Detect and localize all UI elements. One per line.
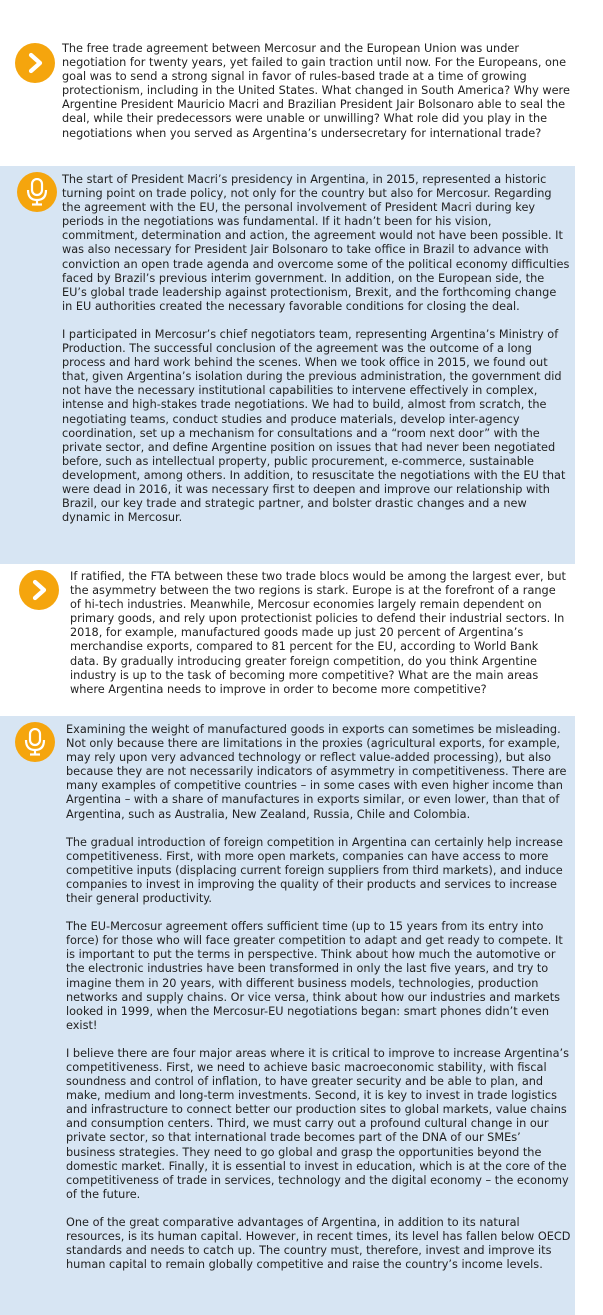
answer-text-1 bbox=[62, 173, 570, 525]
question-paragraph: If ratified, the FTA between these two trade blocs would be among the largest ever, but the asymmetry between the two regions is stark. Europe is at the forefront of a range of hi-tech industries. Meanwhile, Mercosur economies largely remain dependent on primary goods, and rely upon protectionist policies to defend their industrial sectors. In 2018, for example, manufactured goods made up just 20 percent of Argentina’s merchandise exports, compared to 81 percent for the EU, according to World Bank data. By gradually introducing greater foreign competition, do you think Argentine industry is up to the task of becoming more competitive? What are the main areas where Argentina needs to improve in order to become more competitive? bbox=[70, 570, 566, 696]
question-text-2 bbox=[70, 570, 566, 697]
question-block-2 bbox=[0, 564, 603, 716]
answer-block-1 bbox=[0, 166, 575, 564]
microphone-icon bbox=[17, 172, 57, 212]
question-block-1 bbox=[0, 0, 603, 166]
answer-block-2 bbox=[0, 716, 575, 1315]
answer-paragraph: Examining the weight of manufactured goods in exports can sometimes be misleading. Not only because there are limitations in the proxies (agricultural exports, for example, may rely upon very advanced technology or reflect value-added processing), but also because they are not necessarily indicators of asymmetry in competitiveness. There are many examples of competitive countries – in some cases with even higher income than Argentina – with a share of manufactures in exports similar, or even lower, than that of Argentina, such as Australia, New Zealand, Russia, Chile and Colombia. bbox=[66, 723, 567, 821]
answer-paragraph: The EU-Mercosur agreement offers sufficient time (up to 15 years from its entry into force) for those who will face greater competition to adapt and get ready to compete. It is important to put the terms in perspective. Think about how much the automotive or the electronic industries have been transformed in only the last five years, and try to imagine them in 20 years, with different business models, technologies, production networks and supply chains. Or vice versa, think about how our industries and markets looked in 1999, when the Mercosur-EU negotiations began: smart phones didn’t even exist! bbox=[66, 920, 563, 1032]
answer-paragraph: One of the great comparative advantages of Argentina, in addition to its natural resources, is its human capital. However, in recent times, its level has fallen below OECD standards and needs to catch up. The country must, therefore, invest and improve its human capital to remain globally competitive and raise the country’s income levels. bbox=[66, 1215, 571, 1272]
chevron-right-icon bbox=[19, 570, 59, 610]
chevron-right-icon bbox=[15, 43, 55, 83]
answer-paragraph: The gradual introduction of foreign competition in Argentina can certainly help increase competitiveness. First, with more open markets, companies can have access to more competitive inputs (displacing current foreign suppliers from third markets), and induce companies to invest in improving the quality of their products and services to increase their general productivity. bbox=[66, 835, 563, 906]
answer-paragraph: I believe there are four major areas where it is critical to improve to increase Argentina’s competitiveness. First, we need to achieve basic macroeconomic stability, with fiscal soundness and control of inflation, to have greater security and be able to plan, and make, medium and long-term investments. Second, it is key to invest in trade logistics and infrastructure to connect better our production sites to global markets, value chains and consumption centers. Third, we must carry out a profound cultural change in our private sector, so that international trade becomes part of the DNA of our SMEs’ business strategies. They need to go global and grasp the opportunities beyond the domestic market. Finally, it is essential to invest in education, which is at the core of the competitiveness of trade in services, technology and the digital economy – the economy of the future. bbox=[66, 1046, 569, 1201]
answer-paragraph: I participated in Mercosur’s chief negotiators team, representing Argentina’s Ministry of Production. The successful conclusion of the agreement was the outcome of a long process and hard work behind the scenes. When we took office in 2015, we found out that, given Argentina’s isolation during the previous administration, the government did not have the necessary institutional capabilities to intervene effectively in complex, intense and high-stakes trade negotiations. We had to build, almost from scratch, the negotiating teams, conduct studies and produce materials, develop inter-agency coordination, set up a mechanism for consultations and a “room next door” with the private sector, and define Argentine position on issues that had never been negotiated before, such as intellectual property, public procurement, e-commerce, sustainable development, among others. In addition, to resuscitate the negotiations with the EU that were dead in 2016, it was necessary first to deepen and improve our relationship with Brazil, our key trade and strategic partner, and bolster drastic changes and a new dynamic in Mercosur. bbox=[62, 327, 566, 525]
question-paragraph: The free trade agreement between Mercosur and the European Union was under negotiation for twenty years, yet failed to gain traction until now. For the Europeans, one goal was to send a strong signal in favor of rules-based trade at a time of growing protectionism, including in the United States. What changed in South America? Why were Argentine President Mauricio Macri and Brazilian President Jair Bolsonaro able to seal the deal, while their predecessors were unable or unwilling? What role did you play in the negotiations when you served as Argentina’s undersecretary for international trade? bbox=[62, 42, 570, 140]
question-text-1 bbox=[62, 42, 570, 141]
answer-paragraph: The start of President Macri’s presidency in Argentina, in 2015, represented a historic turning point on trade policy, not only for the country but also for Mercosur. Regarding the agreement with the EU, the personal involvement of President Macri during key periods in the negotiations was fundamental. If it hadn’t been for his vision, commitment, determination and action, the agreement would not have been possible. It was also necessary for President Jair Bolsonaro to take office in Brazil to advance with conviction an open trade agenda and overcome some of the political economy difficulties faced by Brazil’s previous interim government. In addition, on the European side, the EU’s global trade leadership against protectionism, Brexit, and the forthcoming change in EU authorities created the necessary favorable conditions for closing the deal. bbox=[62, 173, 570, 313]
microphone-icon bbox=[15, 722, 55, 762]
answer-text-2 bbox=[66, 723, 572, 1272]
